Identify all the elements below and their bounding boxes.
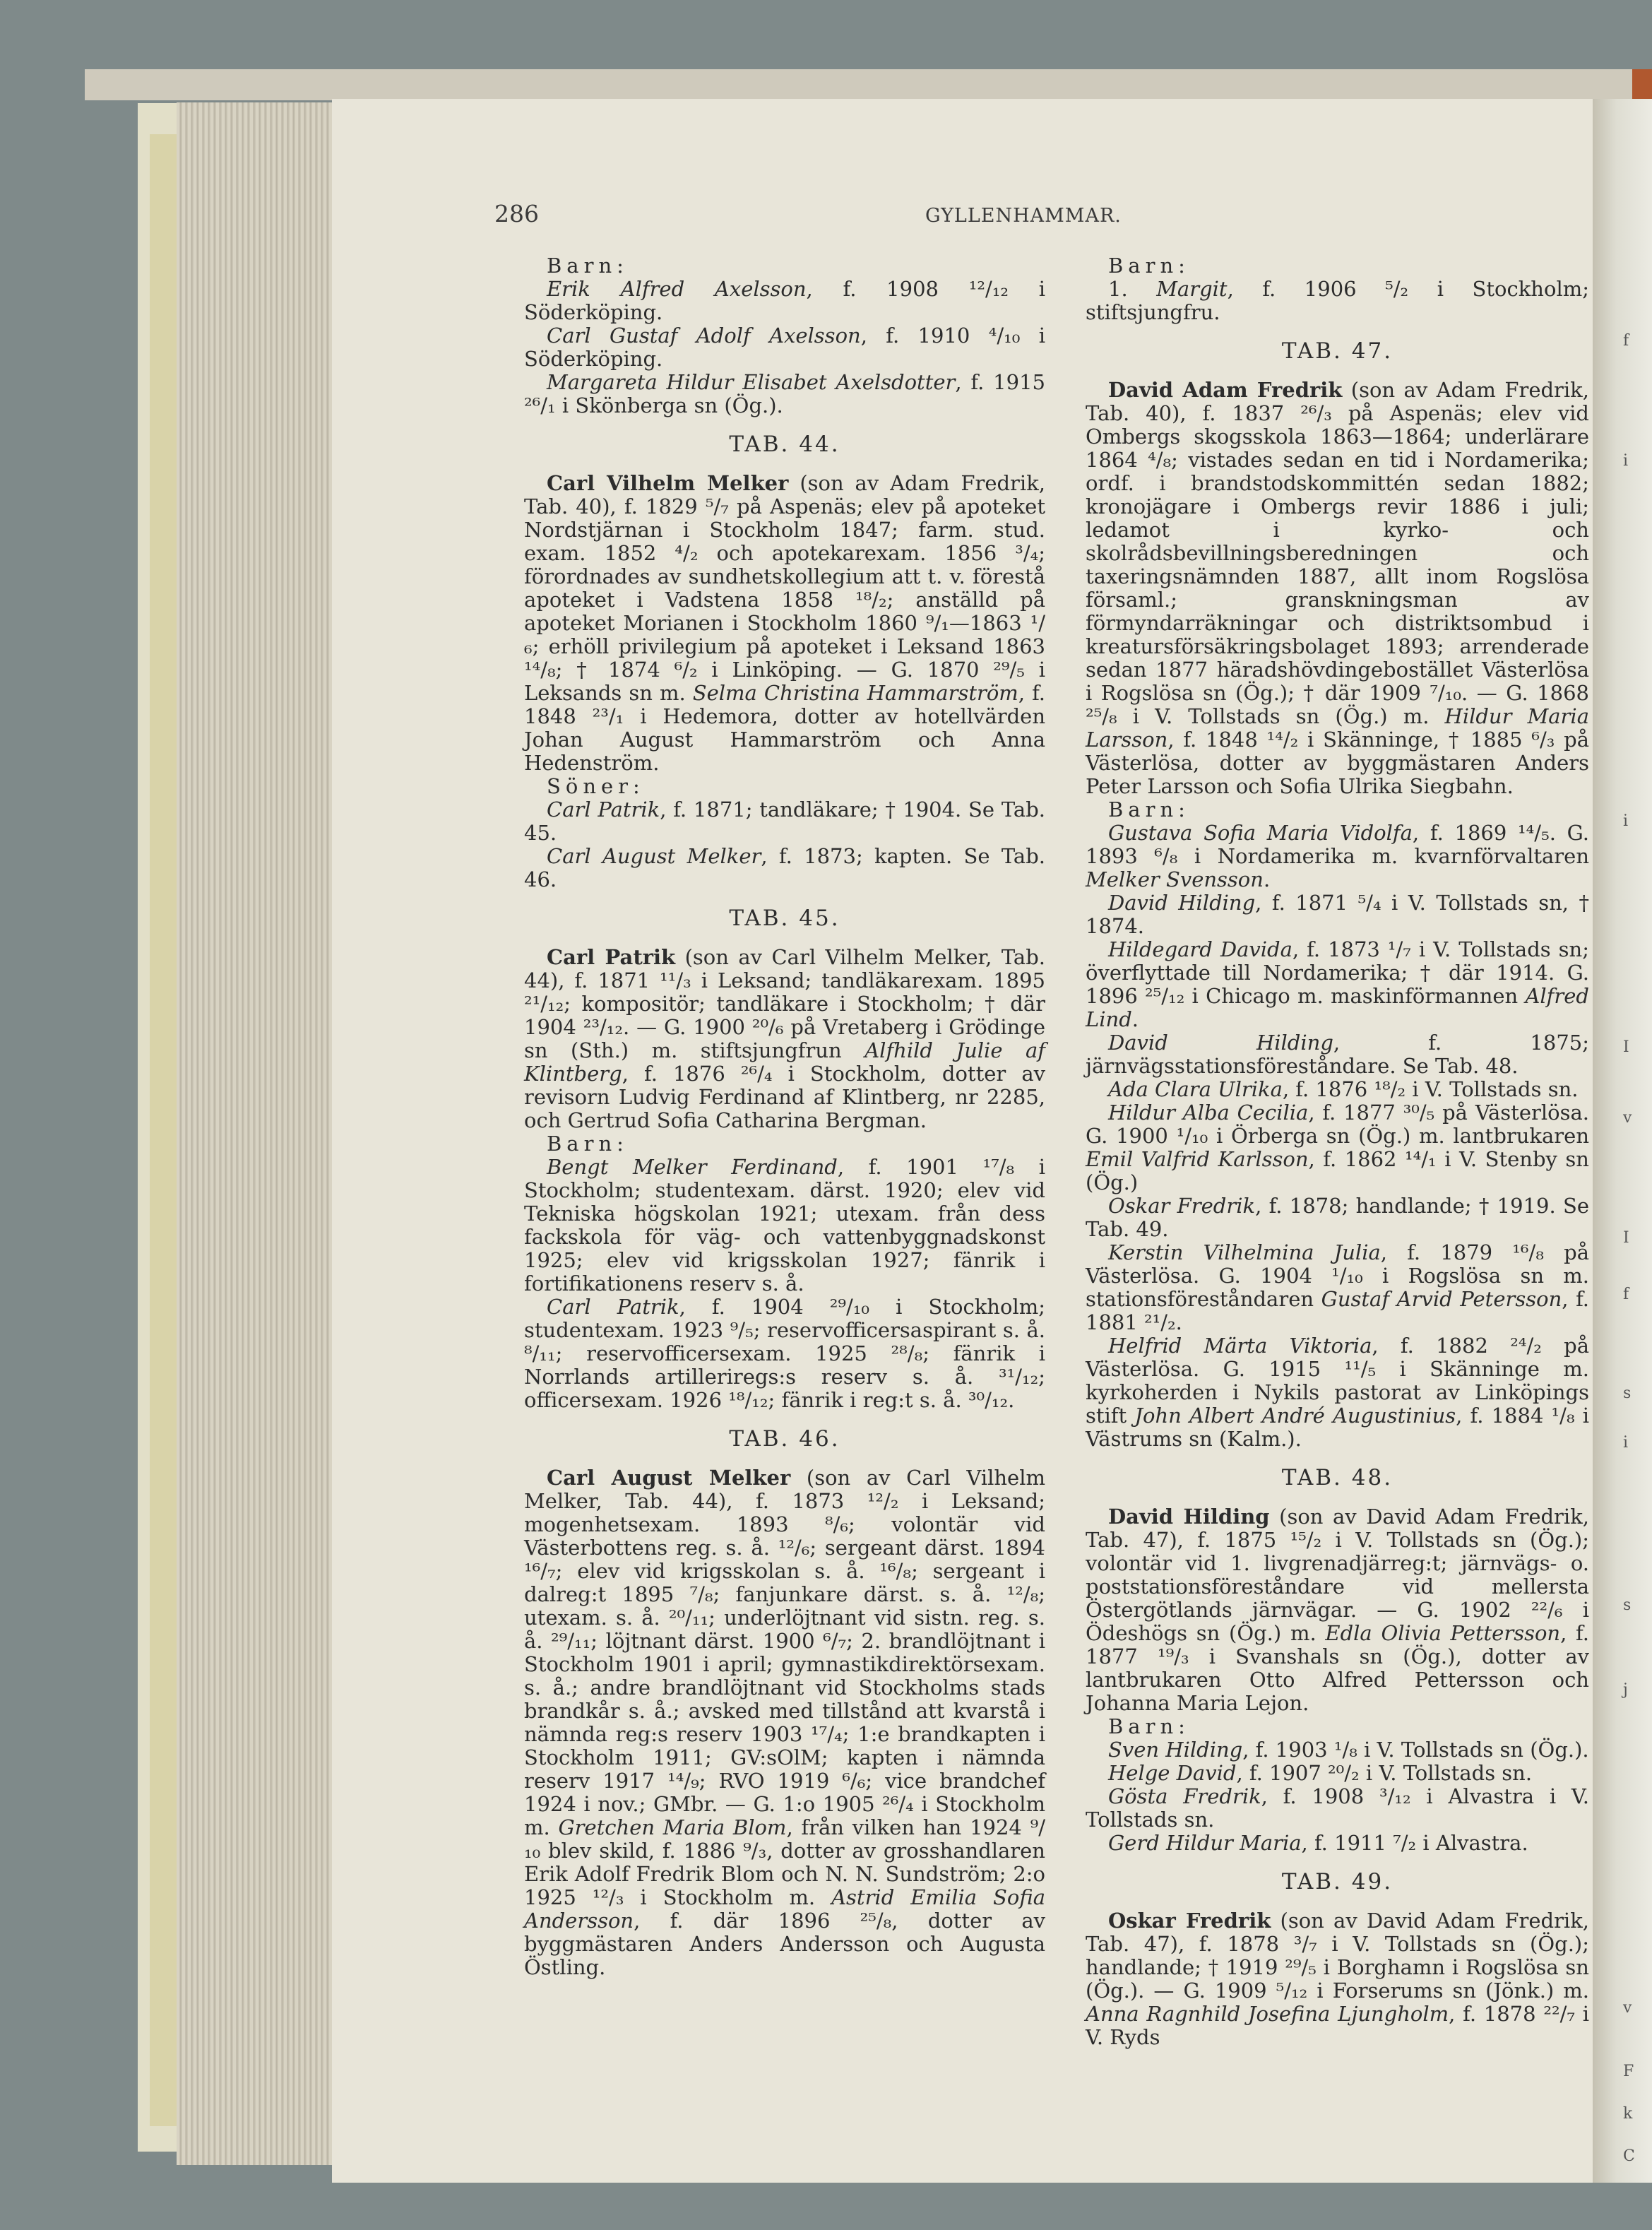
section-label: Barn: [547, 1132, 629, 1156]
table-heading: TAB. 46. [729, 1426, 840, 1452]
facing-fragment: s [1623, 1384, 1632, 1402]
table-heading: TAB. 45. [729, 906, 840, 931]
paragraph: Erik Alfred Axelsson, f. 1908 ¹²/₁₂ i Söderköping. [524, 277, 1045, 324]
facing-fragment: i [1623, 1434, 1629, 1452]
paragraph: David Hilding, f. 1875; järnvägsstationsföreståndare. Se Tab. 48. [1086, 1031, 1589, 1078]
binding-tape-inner [150, 134, 177, 2126]
page-number: 286 [494, 200, 539, 227]
facing-fragment: i [1623, 452, 1629, 470]
table-heading: TAB. 49. [1281, 1869, 1393, 1894]
facing-fragment: v [1623, 1109, 1632, 1127]
facing-fragment: k [1623, 2105, 1633, 2123]
paragraph: Ada Clara Ulrika, f. 1876 ¹⁸/₂ i V. Tollstads sn. [1108, 1077, 1579, 1101]
paragraph: Gustava Sofia Maria Vidolfa, f. 1869 ¹⁴/₅. G. 1893 ⁶/₈ i Nordamerika m. kvarnförvaltaren Melker Svensson. [1086, 821, 1589, 891]
paragraph: Helge David, f. 1907 ²⁰/₂ i V. Tollstads sn. [1108, 1761, 1533, 1785]
paragraph: Margareta Hildur Elisabet Axelsdotter, f. 1915 ²⁶/₁ i Skönberga sn (Ög.). [524, 370, 1045, 417]
section-label: Barn: [547, 254, 629, 278]
paragraph: Sven Hilding, f. 1903 ¹/₈ i V. Tollstads sn (Ög.). [1108, 1738, 1589, 1762]
facing-fragment: j [1623, 1681, 1628, 1699]
paragraph: Hildur Alba Cecilia, f. 1877 ³⁰/₅ på Västerlösa. G. 1900 ¹/₁₀ i Örberga sn (Ög.) m. lantbrukaren Emil Valfrid Karlsson, f. 1862 ¹⁴/₁ i V. Stenby sn (Ög.) [1086, 1101, 1589, 1194]
paragraph: Carl August Melker, f. 1873; kapten. Se Tab. 46. [524, 844, 1045, 891]
paragraph: Carl Vilhelm Melker (son av Adam Fredrik, Tab. 40), f. 1829 ⁵/₇ på Aspenäs; elev på apoteket Nordstjärnan i Stockholm 1847; farm. stud. exam. 1852 ⁴/₂ och apotekarexam. 1856 ³/₄; förordnades av sundhetskollegium att t. v. förestå apoteket i Vadstena 1858 ¹⁸/₂; anställd på apoteket Morianen i Stockholm 1860 ⁹/₁—1863 ¹/₆; erhöll privilegium på apoteket i Leksand 1863 ¹⁴/₈; † 1874 ⁶/₂ i Linköping. — G. 1870 ²⁹/₅ i Leksands sn m. Selma Christina Hammarström, f. 1848 ²³/₁ i Hedemora, dotter av hotellvärden Johan August Hammarström och Anna Hedenström. [524, 471, 1046, 775]
paragraph: Bengt Melker Ferdinand, f. 1901 ¹⁷/₈ i Stockholm; studentexam. därst. 1920; elev vid Tekniska högskolan 1921; utexam. från dess fackskola för väg- och vattenbyggnadskonst 1925; elev vid krigsskolan 1927; fänrik i fortifikationens reserv s. å. [524, 1155, 1046, 1295]
paragraph: David Hilding, f. 1871 ⁵/₄ i V. Tollstads sn, † 1874. [1086, 891, 1589, 938]
facing-fragment: F [1623, 2063, 1634, 2080]
section-label: Barn: [1108, 797, 1190, 822]
facing-fragment: C [1623, 2147, 1635, 2165]
paragraph: Oskar Fredrik (son av David Adam Fredrik, Tab. 47), f. 1878 ³/₇ i V. Tollstads sn (Ög.); handlande; † 1919 ²⁹/₅ i Borghamn i Rogslösa sn (Ög.). — G. 1909 ⁵/₁₂ i Forserums sn (Jönk.) m. Anna Ragnhild Josefina Ljungholm, f. 1878 ²²/₇ i V. Ryds [1086, 1909, 1590, 2049]
table-heading: TAB. 48. [1281, 1465, 1393, 1490]
facing-fragment: f [1623, 1286, 1629, 1303]
paragraph: Helfrid Märta Viktoria, f. 1882 ²⁴/₂ på Västerlösa. G. 1915 ¹¹/₅ i Skänninge m. kyrkoherden i Nykils pastorat av Linköpings stift John Albert André Augustinius, f. 1884 ¹/₈ i Västrums sn (Kalm.). [1086, 1334, 1590, 1451]
paragraph: Oskar Fredrik, f. 1878; handlande; † 1919. Se Tab. 49. [1086, 1194, 1589, 1241]
table-heading: TAB. 47. [1281, 338, 1393, 364]
section-label: Barn: [1108, 254, 1190, 278]
paragraph: Gerd Hildur Maria, f. 1911 ⁷/₂ i Alvastra. [1108, 1831, 1528, 1855]
section-label: Barn: [1108, 1714, 1190, 1738]
paragraph: Carl Patrik, f. 1871; tandläkare; † 1904. Se Tab. 45. [524, 797, 1045, 845]
facing-fragment: s [1623, 1596, 1632, 1614]
facing-page-fragments [1609, 99, 1652, 2183]
paragraph: Carl August Melker (son av Carl Vilhelm Melker, Tab. 44), f. 1873 ¹²/₂ i Leksand; mogenhetsexam. 1893 ⁸/₆; volontär vid Västerbottens reg. s. å. ¹²/₆; sergeant därst. 1894 ¹⁶/₇; elev vid krigsskolan s. å. ¹⁶/₈; sergeant i dalreg:t 1895 ⁷/₈; fanjunkare därst. s. å. ¹²/₈; utexam. s. å. ²⁰/₁₁; underlöjtnant vid sistn. reg. s. å. ²⁹/₁₁; löjtnant därst. 1900 ⁶/₇; 2. brandlöjtnant i Stockholm 1901 i april; gymnastikdirektörsexam. s. å.; andre brandlöjtnant vid Stockholms stads brandkår s. å.; avsked med tillstånd att kvarstå i nämnda reg:s reserv 1903 ¹⁷/₄; 1:e brandkapten i Stockholm 1911; GV:sOlM; kapten i nämnda reserv 1917 ¹⁴/₉; RVO 1919 ⁶/₆; vice brandchef 1924 i nov.; GMbr. — G. 1:o 1905 ²⁶/₄ i Stockholm m. Gretchen Maria Blom, från vilken han 1924 ⁹/₁₀ blev skild, f. 1886 ⁹/₃, dotter av grosshandlaren Erik Adolf Fredrik Blom och N. N. Sundström; 2:o 1925 ¹²/₃ i Stockholm m. Astrid Emilia Sofia Andersson, f. där 1896 ²⁵/₈, dotter av byggmästaren Anders Andersson och Augusta Östling. [524, 1466, 1045, 1979]
right-column [1086, 254, 1589, 2049]
red-clip [1632, 69, 1652, 100]
left-column [524, 254, 1045, 1979]
paragraph: Gösta Fredrik, f. 1908 ³/₁₂ i Alvastra i V. Tollstads sn. [1086, 1784, 1589, 1832]
section-label: Söner: [547, 774, 645, 798]
paragraph: Kerstin Vilhelmina Julia, f. 1879 ¹⁶/₈ på Västerlösa. G. 1904 ¹/₁₀ i Rogslösa sn m. stationsföreståndaren Gustaf Arvid Petersson, f. 1881 ²¹/₂. [1086, 1240, 1589, 1334]
facing-fragment: v [1623, 1999, 1632, 2017]
facing-fragment: I [1623, 1038, 1629, 1056]
paragraph: Carl Gustaf Adolf Axelsson, f. 1910 ⁴/₁₀ i Söderköping. [524, 324, 1045, 371]
facing-fragment: I [1623, 1229, 1629, 1247]
paragraph: 1. Margit, f. 1906 ⁵/₂ i Stockholm; stiftsjungfru. [1086, 277, 1589, 324]
paragraph: David Hilding (son av David Adam Fredrik, Tab. 47), f. 1875 ¹⁵/₂ i V. Tollstads sn (Ög.); volontär vid 1. livgrenadjärreg:t; järnvägs- o. poststationsföreståndare vid mellersta Östergötlands järnvägar. — G. 1902 ²²/₆ i Ödeshögs sn (Ög.) m. Edla Olivia Pettersson, f. 1877 ¹⁹/₃ i Svanshals sn (Ög.), dotter av lantbrukaren Otto Alfred Pettersson och Johanna Maria Lejon. [1086, 1505, 1589, 1715]
paragraph: Carl Patrik, f. 1904 ²⁹/₁₀ i Stockholm; studentexam. 1923 ⁹/₅; reservofficersaspirant s. å. ⁸/₁₁; reservofficersexam. 1925 ²⁸/₈; fänrik i Norrlands artilleriregs:s reserv s. å. ³¹/₁₂; officersexam. 1926 ¹⁸/₁₂; fänrik i reg:t s. å. ³⁰/₁₂. [524, 1295, 1045, 1412]
binding-tape-top [85, 69, 1652, 100]
paragraph: David Adam Fredrik (son av Adam Fredrik, Tab. 40), f. 1837 ²⁶/₃ på Aspenäs; elev vid Ombergs skogsskola 1863—1864; underlärare 1864 ⁴/₈; vistades sedan en tid i Nordamerika; ordf. i brandstodskommittén sedan 1882; kronojägare i Ombergs revir 1886 i juli; ledamot i kyrko- och skolrådsbevillningsberedningen och taxeringsnämnden 1887, allt inom Rogslösa församl.; granskningsman av förmyndarräkningar och distriktsombud i kreatursförsäkringsbolaget 1893; arrenderade sedan 1877 häradshövdingebostället Västerlösa i Rogslösa sn (Ög.); † där 1909 ⁷/₁₀. — G. 1868 ²⁵/₈ i V. Tollstads sn (Ög.) m. Hildur Maria Larsson, f. 1848 ¹⁴/₂ i Skänninge, † 1885 ⁶/₃ på Västerlösa, dotter av byggmästaren Anders Peter Larsson och Sofia Ulrika Siegbahn. [1086, 378, 1589, 798]
paragraph: Hildegard Davida, f. 1873 ¹/₇ i V. Tollstads sn; överflyttade till Nordamerika; † där 1914. G. 1896 ²⁵/₁₂ i Chicago m. maskinförmannen Alfred Lind. [1086, 937, 1589, 1031]
table-heading: TAB. 44. [729, 432, 840, 457]
running-head: GYLLENHAMMAR. [925, 205, 1122, 227]
facing-fragment: f [1623, 332, 1629, 350]
book-page-edges [177, 102, 346, 2165]
facing-fragment: i [1623, 812, 1629, 830]
paragraph: Carl Patrik (son av Carl Vilhelm Melker, Tab. 44), f. 1871 ¹¹/₃ i Leksand; tandläkarexam. 1895 ²¹/₁₂; kompositör; tandläkare i Stockholm; † där 1904 ²³/₁₂. — G. 1900 ²⁰/₆ på Vretaberg i Grödinge sn (Sth.) m. stiftsjungfrun Alfhild Julie af Klintberg, f. 1876 ²⁶/₄ i Stockholm, dotter av revisorn Ludvig Ferdinand af Klintberg, nr 2285, och Gertrud Sofia Catharina Bergman. [524, 945, 1045, 1132]
